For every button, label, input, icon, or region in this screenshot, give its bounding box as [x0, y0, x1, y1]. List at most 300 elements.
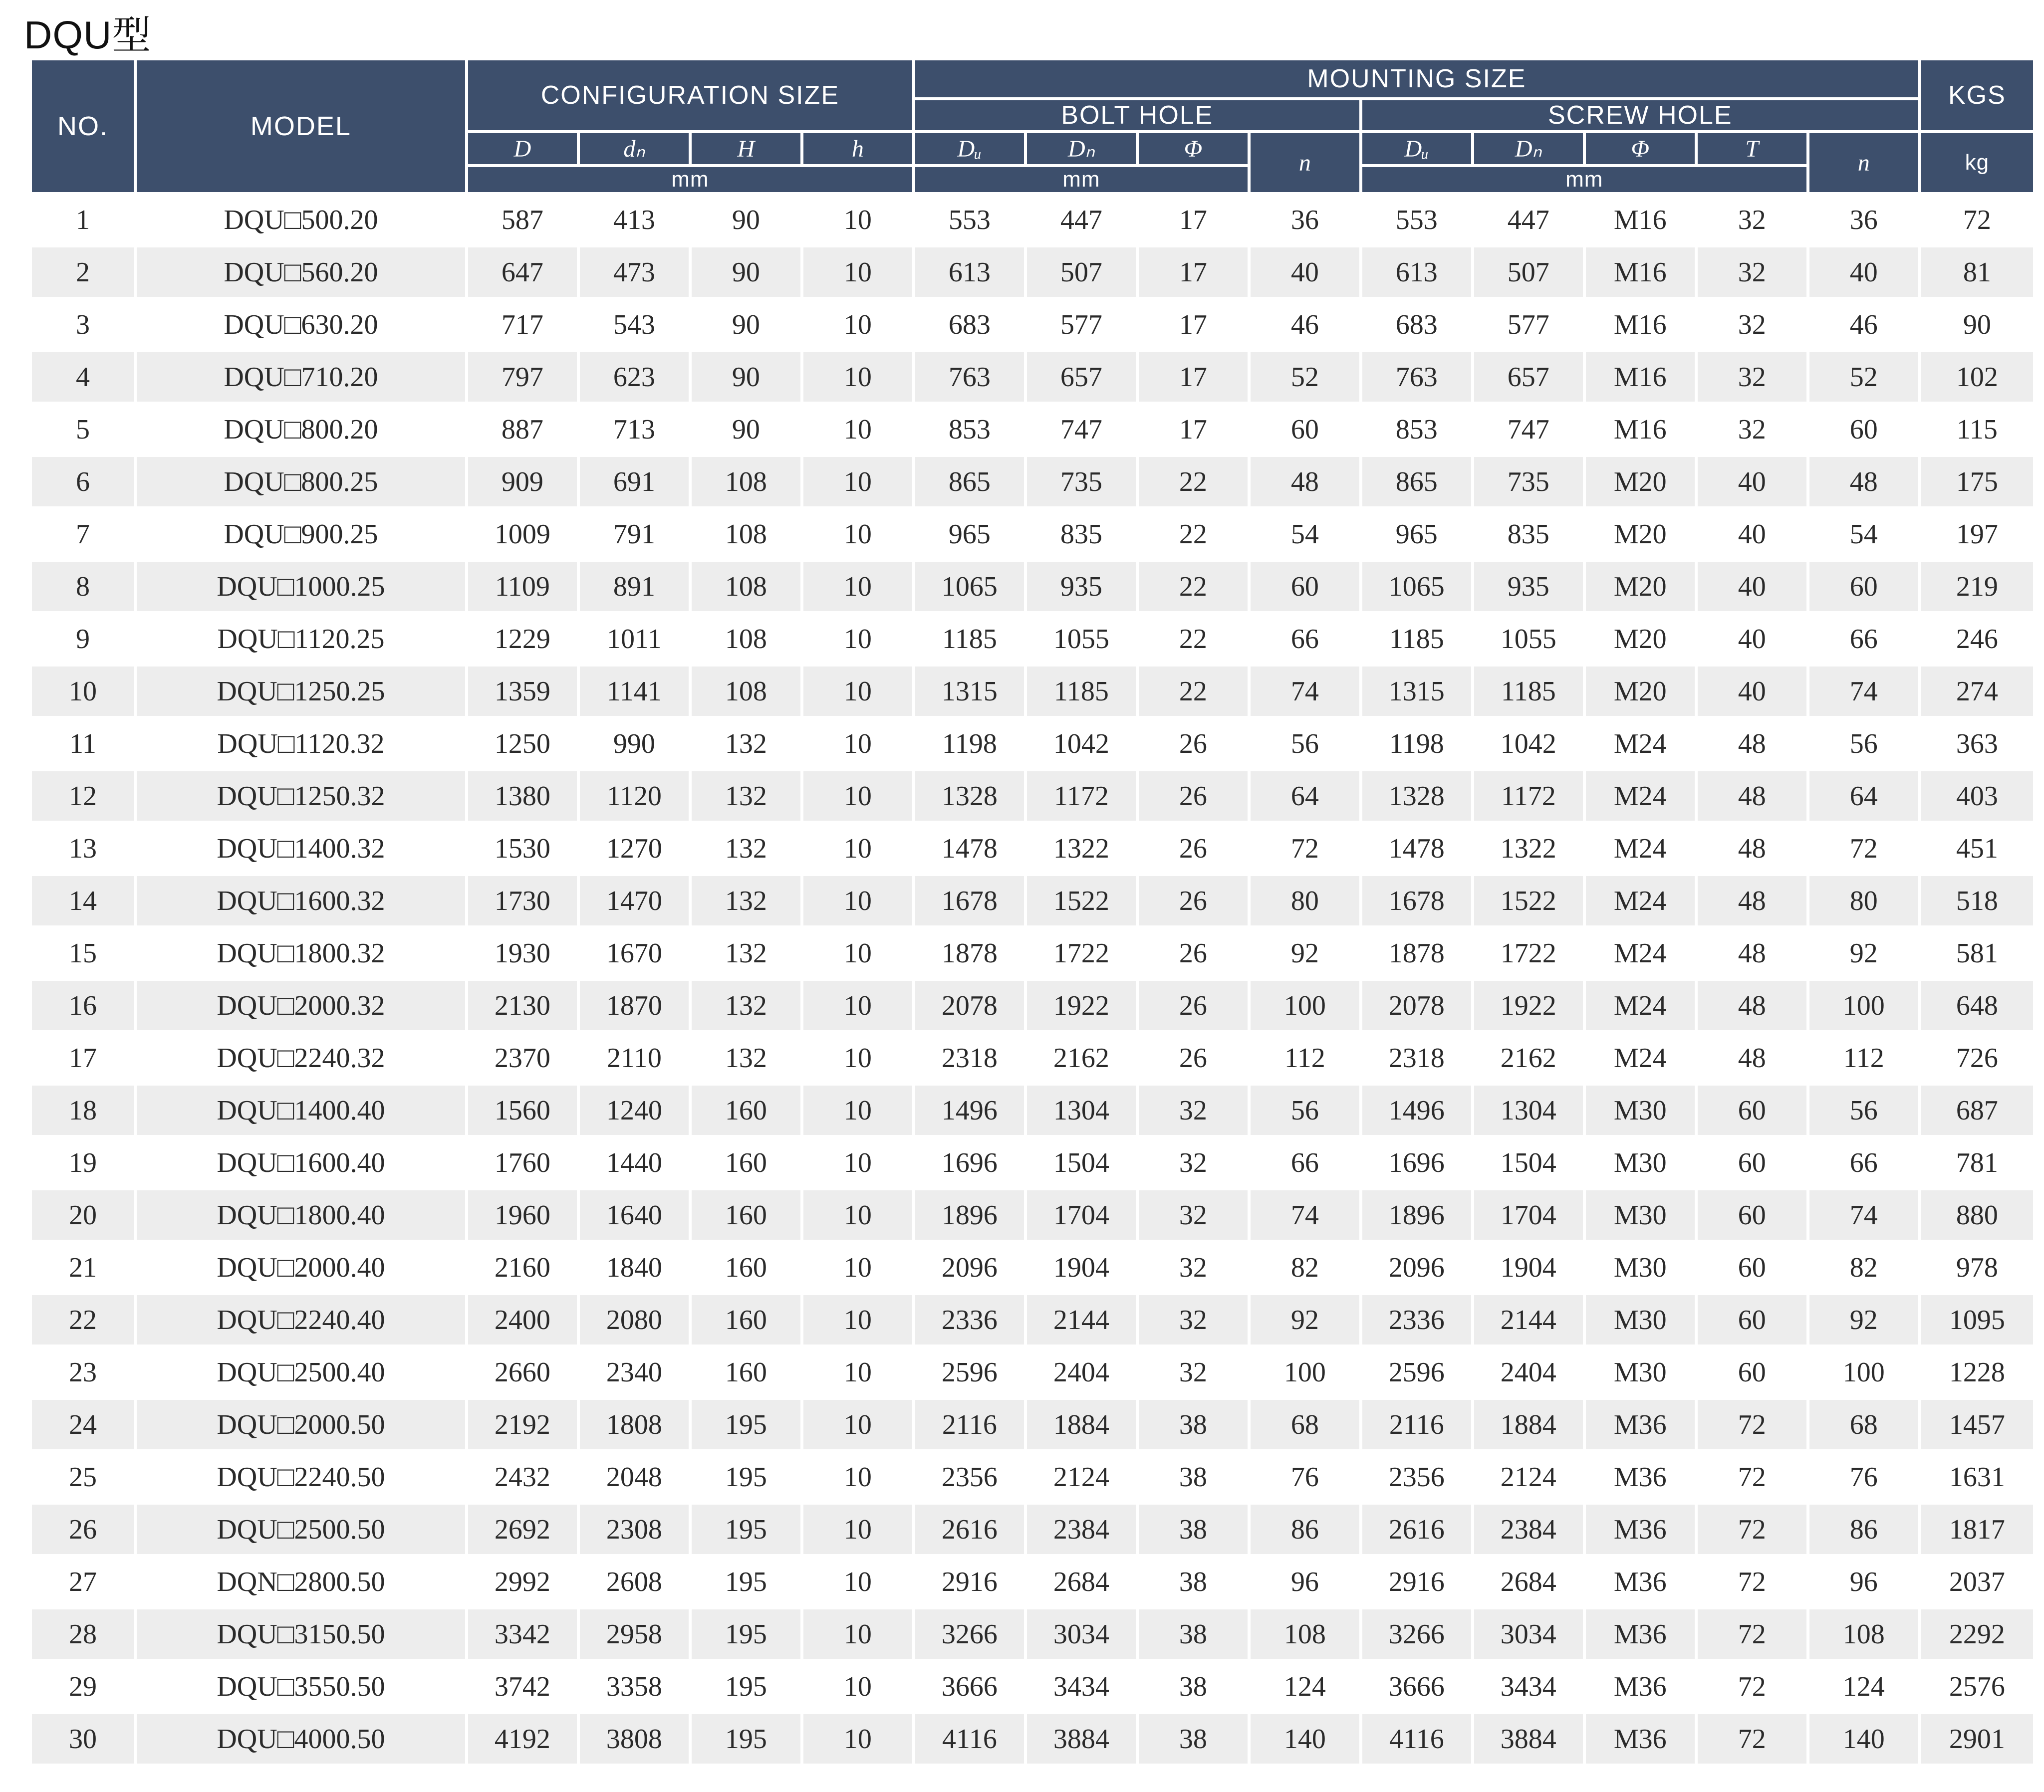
cell-config-h-lower: 10	[803, 824, 912, 873]
table-row	[32, 928, 2033, 978]
cell-kgs: 2901	[1921, 1714, 2033, 1764]
cell-config-h-lower: 10	[803, 667, 912, 716]
cell-config-dn: 990	[580, 719, 689, 768]
cell-kgs: 2292	[1921, 1609, 2033, 1659]
cell-kgs: 1228	[1921, 1347, 2033, 1397]
cell-kgs: 781	[1921, 1138, 2033, 1187]
cell-screw-phi: M24	[1586, 928, 1695, 978]
cell-model: DQU□2500.50	[137, 1505, 465, 1554]
cell-bolt-dn: 657	[1027, 352, 1136, 402]
cell-no: 20	[32, 1190, 134, 1240]
cell-screw-n: 92	[1809, 1295, 1918, 1344]
cell-config-h-lower: 10	[803, 1505, 912, 1554]
cell-screw-n: 124	[1809, 1662, 1918, 1711]
cell-config-h-lower: 10	[803, 1400, 912, 1449]
cell-config-h-upper: 132	[692, 824, 800, 873]
cell-bolt-n: 92	[1251, 1295, 1359, 1344]
cell-screw-dn: 1522	[1474, 876, 1583, 925]
cell-screw-dn: 3884	[1474, 1714, 1583, 1764]
cell-bolt-phi: 38	[1139, 1662, 1248, 1711]
cell-screw-du: 3666	[1362, 1662, 1471, 1711]
cell-config-d: 2692	[468, 1505, 577, 1554]
cell-screw-du: 1896	[1362, 1190, 1471, 1240]
cell-screw-dn: 2404	[1474, 1347, 1583, 1397]
cell-bolt-n: 92	[1251, 928, 1359, 978]
cell-bolt-du: 1878	[915, 928, 1024, 978]
cell-config-dn: 2110	[580, 1033, 689, 1083]
cell-kgs: 978	[1921, 1243, 2033, 1292]
cell-screw-du: 2596	[1362, 1347, 1471, 1397]
cell-screw-t: 60	[1698, 1243, 1806, 1292]
cell-bolt-dn: 507	[1027, 247, 1136, 297]
cell-config-h-upper: 132	[692, 981, 800, 1030]
cell-bolt-du: 1496	[915, 1086, 1024, 1135]
cell-bolt-du: 965	[915, 509, 1024, 559]
cell-kgs: 581	[1921, 928, 2033, 978]
cell-kgs: 1457	[1921, 1400, 2033, 1449]
cell-no: 22	[32, 1295, 134, 1344]
cell-model: DQU□4000.50	[137, 1714, 465, 1764]
cell-bolt-n: 56	[1251, 1086, 1359, 1135]
cell-screw-phi: M24	[1586, 981, 1695, 1030]
cell-bolt-dn: 3034	[1027, 1609, 1136, 1659]
cell-model: DQU□500.20	[137, 195, 465, 244]
cell-screw-du: 1678	[1362, 876, 1471, 925]
cell-bolt-du: 683	[915, 300, 1024, 349]
table-row	[32, 614, 2033, 664]
table-row	[32, 1086, 2033, 1135]
cell-screw-n: 82	[1809, 1243, 1918, 1292]
table-row	[32, 457, 2033, 506]
cell-kgs: 72	[1921, 195, 2033, 244]
cell-screw-dn: 2384	[1474, 1505, 1583, 1554]
cell-bolt-dn: 2404	[1027, 1347, 1136, 1397]
cell-no: 17	[32, 1033, 134, 1083]
cell-config-h-upper: 108	[692, 457, 800, 506]
cell-kgs: 1817	[1921, 1505, 2033, 1554]
cell-model: DQU□2000.40	[137, 1243, 465, 1292]
cell-config-d: 717	[468, 300, 577, 349]
cell-screw-dn: 935	[1474, 562, 1583, 611]
cell-config-d: 1359	[468, 667, 577, 716]
cell-config-d: 1009	[468, 509, 577, 559]
cell-screw-du: 1315	[1362, 667, 1471, 716]
cell-bolt-n: 66	[1251, 1138, 1359, 1187]
cell-bolt-dn: 577	[1027, 300, 1136, 349]
cell-bolt-phi: 38	[1139, 1400, 1248, 1449]
cell-config-dn: 2080	[580, 1295, 689, 1344]
cell-config-dn: 1670	[580, 928, 689, 978]
cell-bolt-dn: 2124	[1027, 1452, 1136, 1502]
cell-no: 9	[32, 614, 134, 664]
table-row	[32, 247, 2033, 297]
cell-screw-dn: 1884	[1474, 1400, 1583, 1449]
cell-config-h-upper: 195	[692, 1714, 800, 1764]
cell-no: 11	[32, 719, 134, 768]
cell-config-h-lower: 10	[803, 1557, 912, 1606]
cell-bolt-du: 865	[915, 457, 1024, 506]
cell-kgs: 726	[1921, 1033, 2033, 1083]
cell-config-h-lower: 10	[803, 1609, 912, 1659]
cell-screw-t: 40	[1698, 509, 1806, 559]
cell-screw-du: 1328	[1362, 771, 1471, 821]
table-row	[32, 1557, 2033, 1606]
table-row	[32, 876, 2033, 925]
cell-bolt-n: 86	[1251, 1505, 1359, 1554]
cell-bolt-phi: 17	[1139, 405, 1248, 454]
cell-screw-dn: 3034	[1474, 1609, 1583, 1659]
cell-screw-du: 4116	[1362, 1714, 1471, 1764]
cell-bolt-du: 2596	[915, 1347, 1024, 1397]
cell-no: 16	[32, 981, 134, 1030]
cell-bolt-dn: 1042	[1027, 719, 1136, 768]
cell-bolt-n: 100	[1251, 1347, 1359, 1397]
cell-no: 28	[32, 1609, 134, 1659]
cell-screw-t: 32	[1698, 247, 1806, 297]
cell-screw-du: 2078	[1362, 981, 1471, 1030]
cell-bolt-dn: 1055	[1027, 614, 1136, 664]
cell-config-h-lower: 10	[803, 300, 912, 349]
cell-bolt-phi: 26	[1139, 876, 1248, 925]
header-screw-dn: Dₙ	[1474, 133, 1583, 164]
cell-bolt-phi: 38	[1139, 1505, 1248, 1554]
cell-config-h-upper: 195	[692, 1452, 800, 1502]
cell-screw-phi: M36	[1586, 1452, 1695, 1502]
cell-no: 30	[32, 1714, 134, 1764]
cell-config-dn: 2048	[580, 1452, 689, 1502]
cell-config-dn: 1141	[580, 667, 689, 716]
cell-screw-n: 56	[1809, 719, 1918, 768]
cell-screw-du: 2356	[1362, 1452, 1471, 1502]
cell-screw-t: 72	[1698, 1714, 1806, 1764]
cell-screw-dn: 577	[1474, 300, 1583, 349]
cell-model: DQN□2800.50	[137, 1557, 465, 1606]
table-row	[32, 981, 2033, 1030]
cell-config-d: 1960	[468, 1190, 577, 1240]
header-configuration-size: CONFIGURATION SIZE	[468, 60, 912, 130]
cell-kgs: 687	[1921, 1086, 2033, 1135]
cell-screw-n: 68	[1809, 1400, 1918, 1449]
cell-bolt-phi: 32	[1139, 1243, 1248, 1292]
cell-screw-dn: 3434	[1474, 1662, 1583, 1711]
cell-config-h-lower: 10	[803, 352, 912, 402]
table-row	[32, 824, 2033, 873]
cell-kgs: 90	[1921, 300, 2033, 349]
cell-screw-t: 32	[1698, 352, 1806, 402]
cell-screw-phi: M20	[1586, 457, 1695, 506]
cell-config-d: 1109	[468, 562, 577, 611]
cell-screw-du: 2096	[1362, 1243, 1471, 1292]
cell-model: DQU□1600.40	[137, 1138, 465, 1187]
cell-bolt-phi: 22	[1139, 457, 1248, 506]
cell-config-h-lower: 10	[803, 1190, 912, 1240]
cell-model: DQU□1400.40	[137, 1086, 465, 1135]
cell-config-d: 909	[468, 457, 577, 506]
cell-bolt-n: 112	[1251, 1033, 1359, 1083]
cell-screw-t: 48	[1698, 981, 1806, 1030]
cell-no: 19	[32, 1138, 134, 1187]
cell-model: DQU□2240.50	[137, 1452, 465, 1502]
cell-config-dn: 623	[580, 352, 689, 402]
cell-config-d: 2400	[468, 1295, 577, 1344]
cell-screw-phi: M30	[1586, 1295, 1695, 1344]
cell-screw-du: 1496	[1362, 1086, 1471, 1135]
cell-screw-dn: 1172	[1474, 771, 1583, 821]
cell-no: 25	[32, 1452, 134, 1502]
cell-screw-du: 853	[1362, 405, 1471, 454]
cell-bolt-dn: 747	[1027, 405, 1136, 454]
cell-screw-n: 74	[1809, 667, 1918, 716]
cell-bolt-du: 1315	[915, 667, 1024, 716]
header-screw-t: T	[1698, 133, 1806, 164]
cell-no: 21	[32, 1243, 134, 1292]
header-bolt-dn: Dₙ	[1027, 133, 1136, 164]
header-config-h-lower: h	[803, 133, 912, 164]
cell-model: DQU□630.20	[137, 300, 465, 349]
cell-bolt-dn: 2384	[1027, 1505, 1136, 1554]
cell-bolt-dn: 1304	[1027, 1086, 1136, 1135]
header-unit-kg: kg	[1921, 133, 2033, 192]
cell-screw-dn: 735	[1474, 457, 1583, 506]
cell-bolt-n: 60	[1251, 562, 1359, 611]
cell-screw-du: 2916	[1362, 1557, 1471, 1606]
cell-bolt-phi: 17	[1139, 300, 1248, 349]
cell-bolt-phi: 17	[1139, 352, 1248, 402]
cell-screw-t: 32	[1698, 195, 1806, 244]
cell-no: 4	[32, 352, 134, 402]
cell-config-h-lower: 10	[803, 1033, 912, 1083]
cell-config-h-upper: 90	[692, 300, 800, 349]
cell-no: 1	[32, 195, 134, 244]
cell-bolt-n: 74	[1251, 667, 1359, 716]
cell-bolt-n: 52	[1251, 352, 1359, 402]
cell-screw-phi: M24	[1586, 719, 1695, 768]
cell-model: DQU□3150.50	[137, 1609, 465, 1659]
table-row	[32, 1714, 2033, 1764]
cell-screw-phi: M20	[1586, 562, 1695, 611]
cell-kgs: 219	[1921, 562, 2033, 611]
cell-bolt-n: 80	[1251, 876, 1359, 925]
cell-bolt-phi: 22	[1139, 614, 1248, 664]
cell-config-dn: 1870	[580, 981, 689, 1030]
cell-screw-t: 48	[1698, 719, 1806, 768]
cell-config-d: 797	[468, 352, 577, 402]
cell-screw-phi: M24	[1586, 771, 1695, 821]
cell-bolt-phi: 17	[1139, 247, 1248, 297]
cell-screw-n: 40	[1809, 247, 1918, 297]
table-body	[32, 195, 2033, 1764]
cell-bolt-dn: 2144	[1027, 1295, 1136, 1344]
header-unit-mm-bolt: mm	[915, 167, 1248, 192]
cell-config-d: 2160	[468, 1243, 577, 1292]
cell-kgs: 102	[1921, 352, 2033, 402]
cell-screw-t: 72	[1698, 1662, 1806, 1711]
cell-model: DQU□1000.25	[137, 562, 465, 611]
cell-config-dn: 1470	[580, 876, 689, 925]
cell-screw-phi: M30	[1586, 1347, 1695, 1397]
cell-config-h-upper: 108	[692, 667, 800, 716]
cell-config-h-upper: 195	[692, 1400, 800, 1449]
cell-screw-t: 60	[1698, 1190, 1806, 1240]
cell-config-dn: 713	[580, 405, 689, 454]
cell-kgs: 197	[1921, 509, 2033, 559]
cell-screw-n: 64	[1809, 771, 1918, 821]
cell-config-h-lower: 10	[803, 1138, 912, 1187]
cell-bolt-dn: 1722	[1027, 928, 1136, 978]
cell-screw-t: 60	[1698, 1086, 1806, 1135]
cell-bolt-n: 124	[1251, 1662, 1359, 1711]
cell-no: 18	[32, 1086, 134, 1135]
cell-screw-n: 52	[1809, 352, 1918, 402]
cell-screw-n: 48	[1809, 457, 1918, 506]
header-bolt-n: n	[1251, 133, 1359, 192]
cell-no: 26	[32, 1505, 134, 1554]
cell-config-d: 2660	[468, 1347, 577, 1397]
cell-bolt-phi: 32	[1139, 1138, 1248, 1187]
header-unit-mm-screw: mm	[1362, 167, 1806, 192]
cell-bolt-phi: 38	[1139, 1557, 1248, 1606]
cell-config-h-upper: 108	[692, 614, 800, 664]
cell-screw-phi: M16	[1586, 300, 1695, 349]
cell-screw-dn: 657	[1474, 352, 1583, 402]
cell-screw-du: 2318	[1362, 1033, 1471, 1083]
cell-bolt-n: 96	[1251, 1557, 1359, 1606]
header-model: MODEL	[137, 60, 465, 192]
cell-screw-n: 100	[1809, 981, 1918, 1030]
cell-config-dn: 1120	[580, 771, 689, 821]
cell-config-h-upper: 160	[692, 1243, 800, 1292]
cell-config-dn: 1640	[580, 1190, 689, 1240]
cell-screw-t: 40	[1698, 667, 1806, 716]
cell-config-h-lower: 10	[803, 1243, 912, 1292]
table-row	[32, 771, 2033, 821]
cell-screw-n: 60	[1809, 405, 1918, 454]
header-config-h-upper: H	[692, 133, 800, 164]
cell-kgs: 880	[1921, 1190, 2033, 1240]
cell-config-h-upper: 132	[692, 928, 800, 978]
cell-bolt-dn: 3884	[1027, 1714, 1136, 1764]
cell-bolt-phi: 22	[1139, 667, 1248, 716]
table-row	[32, 1190, 2033, 1240]
table-row	[32, 352, 2033, 402]
cell-bolt-phi: 26	[1139, 771, 1248, 821]
cell-screw-du: 2616	[1362, 1505, 1471, 1554]
cell-bolt-phi: 26	[1139, 1033, 1248, 1083]
cell-no: 27	[32, 1557, 134, 1606]
cell-screw-dn: 747	[1474, 405, 1583, 454]
cell-bolt-phi: 32	[1139, 1347, 1248, 1397]
table-row	[32, 405, 2033, 454]
cell-model: DQU□1250.32	[137, 771, 465, 821]
cell-screw-t: 72	[1698, 1609, 1806, 1659]
cell-bolt-du: 1328	[915, 771, 1024, 821]
cell-config-d: 1250	[468, 719, 577, 768]
cell-model: DQU□2240.32	[137, 1033, 465, 1083]
cell-screw-dn: 1042	[1474, 719, 1583, 768]
cell-bolt-phi: 22	[1139, 509, 1248, 559]
cell-screw-n: 66	[1809, 1138, 1918, 1187]
page-title: DQU型	[24, 13, 152, 57]
cell-screw-n: 54	[1809, 509, 1918, 559]
cell-bolt-n: 76	[1251, 1452, 1359, 1502]
cell-screw-t: 48	[1698, 771, 1806, 821]
cell-config-h-lower: 10	[803, 1347, 912, 1397]
cell-screw-du: 683	[1362, 300, 1471, 349]
cell-bolt-du: 763	[915, 352, 1024, 402]
cell-no: 5	[32, 405, 134, 454]
cell-screw-du: 2336	[1362, 1295, 1471, 1344]
cell-bolt-phi: 32	[1139, 1086, 1248, 1135]
cell-config-h-lower: 10	[803, 1295, 912, 1344]
cell-config-h-upper: 132	[692, 719, 800, 768]
cell-screw-du: 965	[1362, 509, 1471, 559]
cell-screw-phi: M36	[1586, 1557, 1695, 1606]
cell-screw-dn: 1322	[1474, 824, 1583, 873]
cell-config-d: 2432	[468, 1452, 577, 1502]
header-bolt-hole: BOLT HOLE	[915, 100, 1359, 130]
cell-model: DQU□1120.25	[137, 614, 465, 664]
cell-bolt-n: 72	[1251, 824, 1359, 873]
cell-kgs: 363	[1921, 719, 2033, 768]
cell-kgs: 1631	[1921, 1452, 2033, 1502]
table-row	[32, 300, 2033, 349]
cell-model: DQU□1400.32	[137, 824, 465, 873]
cell-bolt-n: 48	[1251, 457, 1359, 506]
cell-model: DQU□710.20	[137, 352, 465, 402]
cell-config-d: 3342	[468, 1609, 577, 1659]
cell-model: DQU□900.25	[137, 509, 465, 559]
table-row	[32, 1609, 2033, 1659]
cell-config-h-lower: 10	[803, 771, 912, 821]
cell-screw-phi: M36	[1586, 1714, 1695, 1764]
table-row	[32, 509, 2033, 559]
cell-config-d: 2370	[468, 1033, 577, 1083]
cell-bolt-n: 140	[1251, 1714, 1359, 1764]
cell-screw-t: 60	[1698, 1347, 1806, 1397]
cell-config-dn: 1270	[580, 824, 689, 873]
cell-screw-dn: 835	[1474, 509, 1583, 559]
cell-config-d: 1530	[468, 824, 577, 873]
header-bolt-phi: Φ	[1139, 133, 1248, 164]
cell-config-h-lower: 10	[803, 1714, 912, 1764]
cell-bolt-phi: 38	[1139, 1452, 1248, 1502]
cell-no: 24	[32, 1400, 134, 1449]
cell-no: 2	[32, 247, 134, 297]
cell-bolt-dn: 835	[1027, 509, 1136, 559]
cell-model: DQU□1800.40	[137, 1190, 465, 1240]
header-screw-n: n	[1809, 133, 1918, 192]
cell-config-dn: 691	[580, 457, 689, 506]
cell-config-h-lower: 10	[803, 719, 912, 768]
cell-bolt-phi: 38	[1139, 1714, 1248, 1764]
cell-screw-n: 74	[1809, 1190, 1918, 1240]
cell-screw-dn: 1304	[1474, 1086, 1583, 1135]
cell-bolt-dn: 1172	[1027, 771, 1136, 821]
cell-bolt-du: 2336	[915, 1295, 1024, 1344]
cell-config-h-lower: 10	[803, 981, 912, 1030]
cell-screw-phi: M30	[1586, 1086, 1695, 1135]
cell-screw-phi: M16	[1586, 195, 1695, 244]
cell-screw-t: 48	[1698, 1033, 1806, 1083]
cell-model: DQU□1600.32	[137, 876, 465, 925]
cell-config-dn: 2340	[580, 1347, 689, 1397]
cell-config-d: 2192	[468, 1400, 577, 1449]
cell-screw-phi: M24	[1586, 1033, 1695, 1083]
cell-kgs: 115	[1921, 405, 2033, 454]
cell-bolt-phi: 32	[1139, 1190, 1248, 1240]
cell-screw-t: 60	[1698, 1138, 1806, 1187]
cell-bolt-du: 853	[915, 405, 1024, 454]
